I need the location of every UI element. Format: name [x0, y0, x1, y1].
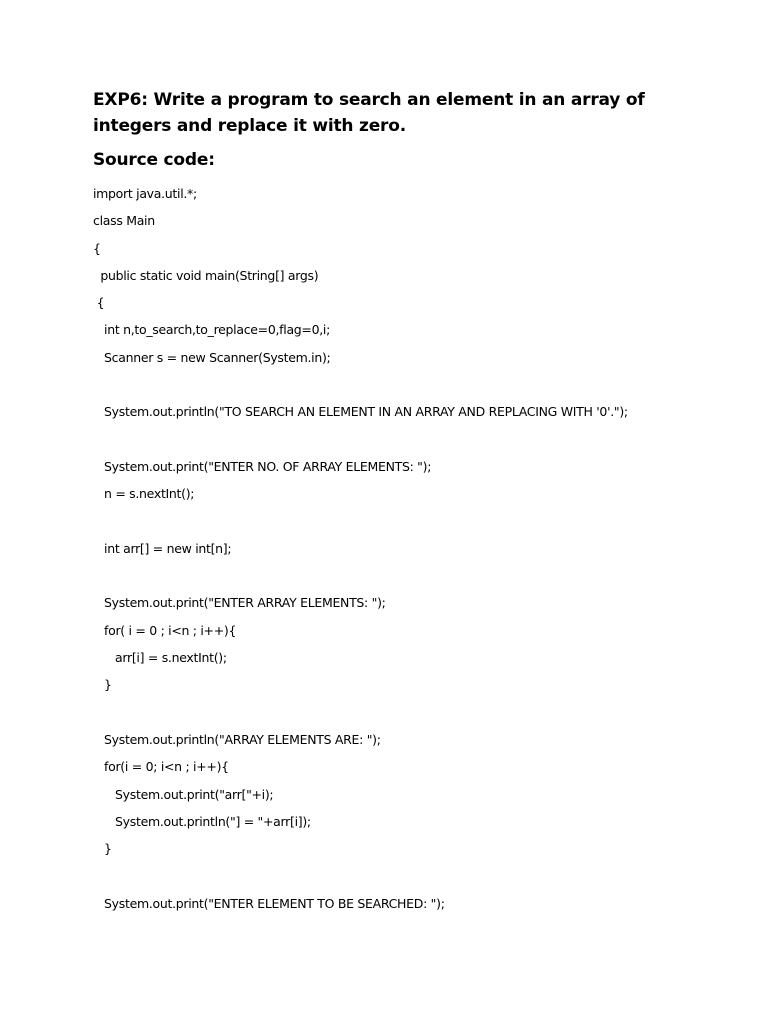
code-line [93, 508, 733, 535]
code-line: { [93, 295, 105, 311]
code-line [93, 426, 733, 453]
code-line: } [93, 841, 112, 857]
code-line: for(i = 0; i<n ; i++){ [93, 759, 229, 775]
code-block [93, 180, 733, 917]
code-line: } [93, 677, 112, 693]
code-line [93, 562, 733, 589]
code-line: System.out.println("] = "+arr[i]); [93, 813, 311, 829]
code-line: n = s.nextInt(); [93, 486, 195, 502]
code-line: import java.util.*; [93, 186, 197, 201]
code-line: class Main [93, 213, 155, 229]
code-line [93, 371, 733, 398]
code-line: int n,to_search,to_replace=0,flag=0,i; [93, 322, 331, 338]
code-line: arr[i] = s.nextInt(); [93, 650, 227, 666]
code-line: { [93, 240, 101, 256]
document-title: EXP6: Write a program to search an element in an array of integers and replace it with zero. [93, 90, 645, 136]
code-line: System.out.print("ENTER ARRAY ELEMENTS: "); [93, 595, 386, 611]
code-line: System.out.print("arr["+i); [93, 786, 274, 802]
code-line: System.out.print("ENTER ELEMENT TO BE SEARCHED: "); [93, 895, 445, 911]
code-line: System.out.print("ENTER NO. OF ARRAY ELEMENTS: "); [93, 458, 432, 474]
code-line: int arr[] = new int[n]; [93, 540, 232, 556]
code-line [93, 699, 733, 726]
code-line: for( i = 0 ; i<n ; i++){ [93, 622, 237, 638]
code-line: System.out.println("ARRAY ELEMENTS ARE: "); [93, 731, 381, 747]
code-line [93, 862, 733, 889]
code-line: Scanner s = new Scanner(System.in); [93, 349, 331, 365]
code-line: System.out.println("TO SEARCH AN ELEMENT IN AN ARRAY AND REPLACING WITH '0'."); [93, 404, 628, 420]
source-code-label: Source code: [93, 150, 215, 170]
code-line: public static void main(String[] args) [93, 267, 319, 283]
